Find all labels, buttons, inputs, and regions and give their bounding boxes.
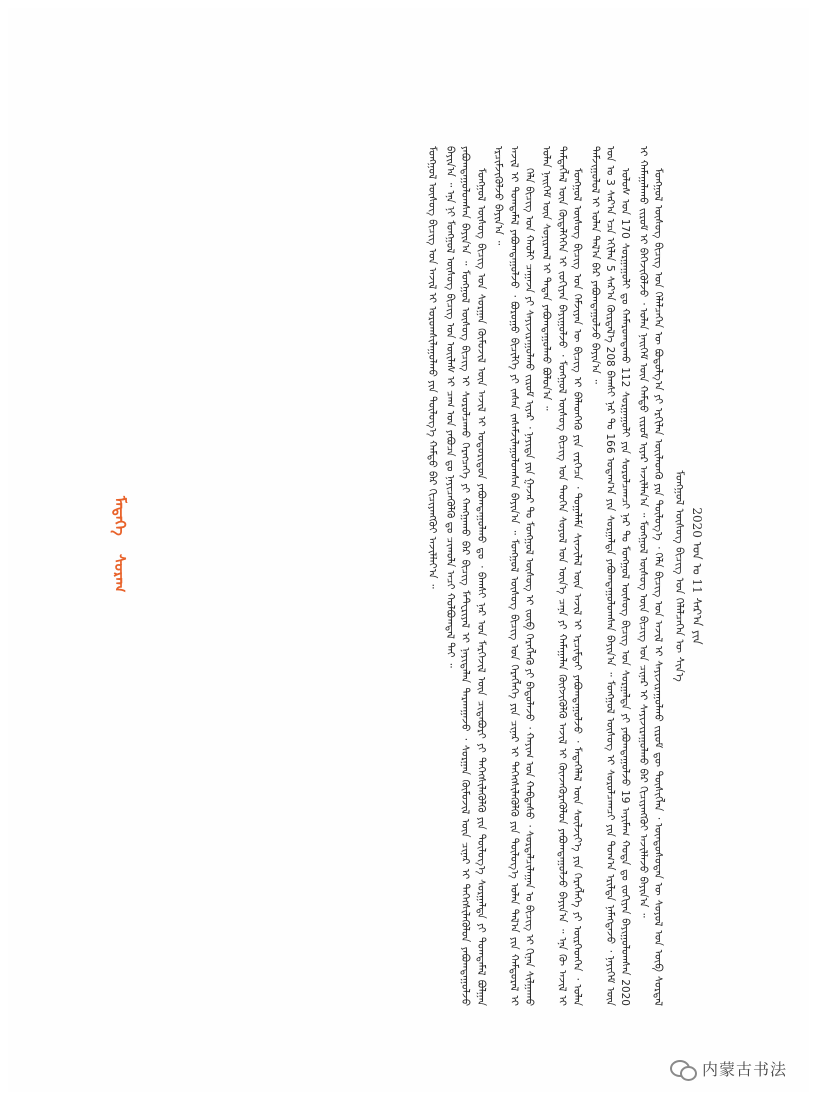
date-line: 2020 ᠣᠨ ᠤ 11 ᠰᠠᠷ᠎ᠠ ᠶᠢᠨ: [690, 507, 704, 645]
paragraph: ᠮᠣᠩᠭᠣᠯ ᠦᠰᠦᠭ ᠪᠢᠴᠢᠭ ᠤᠨ ᠬᠡᠯᠡᠯᠴᠡᠭᠡᠨ ᠦ ᠪᠣᠳᠣᠯᠭ᠎ᠠ ᠶᠢ ᠡᠷᠬᠢᠯᠡᠨ ᠦᠢᠯᠡᠳᠬᠦ ᠶᠢᠨ ᠲᠥᠯᠥᠭ᠎ᠡ ᠂ ᠬᠡᠯᠡ ᠪᠢᠴᠢᠭ ᠤᠨ ᠠᠵᠢᠯ ᠢ ᠰᠠᠶᠢᠵᠢᠷᠠᠭᠤᠯᠬᠤ ᠵᠢᠷᠤᠮ ᠳᠦ ᠲᠦᠰᠢᠭᠯᠠᠨ ᠂ ᠦᠨᠳᠦᠰᠦᠲᠡᠨ ᠦ ᠰᠣᠶᠣᠯ ᠤᠨ ᠦᠪ ᠰᠤᠷᠲᠠᠯ ᠢ ᠬᠠᠮᠠᠭᠠᠯᠠᠬᠤ ᠵᠢᠷᠤᠮ ᠢ ᠪᠡᠬᠡᠵᠢᠭᠦᠯᠵᠦ ᠂ ᠣᠯᠠᠨ ᠨᠡᠢᠭᠡᠮ ᠦᠨ ᠬᠠᠮᠲᠤ ᠵᠢᠷᠤᠮ ᠢᠶᠠᠷ ᠠᠵᠢᠯᠯᠠᠨ᠎ᠠ ᠃ ᠮᠣᠩᠭᠣᠯ ᠦᠰᠦᠭ ᠦᠨ ᠪᠢᠴᠢᠭ ᠤᠨ ᠴᠢᠨᠠᠷ ᠢ ᠰᠠᠶᠢᠵᠢᠷᠠᠭᠤᠯᠬᠤ ᠪᠡᠷ ᠬᠢᠴᠢᠶᠡᠩᠭᠦᠢ ᠠᠵᠢᠯᠯᠠᠵᠤ ᠪᠠᠶᠢᠨ᠎ᠠ ᠃: [636, 146, 665, 1006]
document-body: [148, 146, 704, 1006]
subtitle: ᠮᠣᠩᠭᠣᠯ ᠦᠰᠦᠭ ᠪᠢᠴᠢᠭ ᠤᠨ ᠬᠡᠯᠡᠯᠴᠡᠭᠡᠨ ᠦ ᠰᠢᠨ᠎ᠡ: [672, 470, 686, 682]
paragraph: ᠬᠡᠯᠡ ᠪᠢᠴᠢᠭ ᠤᠨ ᠬᠠᠤᠯᠢ ᠴᠠᠭᠠᠵᠠ ᠶᠢ ᠰᠠᠶᠢᠵᠢᠷᠠᠭᠤᠯᠬᠤ ᠵᠢᠷᠤᠮ ᠢᠶᠠᠷ ᠂ ᠨᠡᠶᠢᠲᠡ ᠶᠢᠨ ᠭᠠᠵᠠᠷ ᠲᠤ ᠮᠣᠩᠭᠣᠯ ᠦᠰᠦᠭ ᠢ ᠵᠥᠪ ᠬᠡᠷᠡᠭᠯᠡᠬᠦ ᠶᠢ ᠪᠠᠲᠤᠯᠠᠵᠤ ᠂ ᠬᠠᠶᠢᠭ ᠤᠨ ᠬᠠᠪᠲᠠᠰᠤ ᠂ ᠰᠤᠷᠲᠠᠯᠴᠢᠯᠠᠭᠠᠨ ᠤ ᠪᠢᠴᠢᠭ ᠢ ᠬᠢᠨᠠᠨ ᠰᠢᠯᠭᠠᠬᠤ ᠠᠵᠢᠯ ᠢ ᠲᠣᠭᠲᠠᠮᠠᠯ ᠶᠠᠪᠤᠭᠳᠠᠭᠤᠯᠵᠤ ᠂ ᠪᠤᠷᠤᠭᠤ ᠪᠢᠴᠢᠯᠭᠡ ᠶᠢ ᠵᠠᠰᠠᠨ ᠵᠠᠰᠠᠮᠵᠢᠯᠠᠭᠤᠯᠤᠭᠰᠠᠨ ᠪᠠᠶᠢᠨ᠎ᠠ ᠃ ᠮᠣᠩᠭᠣᠯ ᠦᠰᠦᠭ ᠪᠢᠴᠢᠭ ᠤᠨ ᠬᠡᠷᠡᠭᠯᠡᠭᠡ ᠶᠢᠨ ᠴᠢᠨᠠᠷ ᠢ ᠳᠡᠭᠡᠭᠰᠢᠯᠡᠭᠦᠯᠬᠦ ᠶᠢᠨ ᠲᠥᠯᠥᠭ᠎ᠡ ᠣᠯᠠᠨ ᠲᠠᠯ᠎ᠠ ᠶᠢᠨ ᠬᠠᠮᠲᠤᠷᠠᠯ ᠢ ᠡᠷᠴᠢᠮᠵᠢᠭᠦᠯᠵᠦ ᠪᠠᠶᠢᠨ᠎ᠠ ᠃: [492, 146, 535, 1006]
rotated-text-frame: [148, 146, 704, 1006]
paragraph: ᠤᠯᠤᠰ ᠤᠨ 170 ᠰᠤᠷᠭᠠᠭᠤᠯᠢ ᠳᠤ ᠬᠠᠮᠠᠷᠤᠭᠳᠠᠬᠤ 112 ᠰᠤᠷᠭᠠᠭᠤᠯᠢ ᠶᠢᠨ ᠰᠤᠷᠤᠯᠴᠠᠭᠴᠢ ᠨᠠᠷ ᠲᠤ ᠮᠣᠩᠭᠣᠯ ᠦᠰᠦᠭ ᠪᠢᠴᠢᠭ ᠤᠨ ᠰᠤᠷᠭᠠᠯᠲᠠ ᠶᠢ ᠶᠠᠪᠤᠭᠳᠠᠭᠤᠯᠵᠤ 19 ᠠᠶᠢᠮᠠᠭ ᠬᠣᠲᠠ ᠳᠤ ᠵᠣᠬᠢᠶᠠᠨ ᠪᠠᠶᠢᠭᠤᠯᠤᠭᠰᠠᠨ 2020 ᠣᠨ ᠤ 3 ᠰᠠᠷ᠎ᠠ ᠡᠴᠡ ᠡᠬᠢᠯᠡᠨ 5 ᠰᠠᠷ᠎ᠠ ᠬᠦᠷᠲᠡᠯ᠎ᠡ 208 ᠪᠠᠭᠰᠢ ᠨᠠᠷ ᠲᠤ 166 ᠤᠳᠠᠭ᠎ᠠ ᠶᠢᠨ ᠰᠤᠷᠭᠠᠯᠲᠠ ᠶᠠᠪᠤᠭᠳᠠᠭᠤᠯᠤᠭᠰᠠᠨ ᠪᠠᠶᠢᠨ᠎ᠠ ᠃ ᠮᠣᠩᠭᠣᠯ ᠦᠰᠦᠭ ᠢ ᠰᠤᠷᠤᠯᠴᠠᠭᠴᠢ ᠶᠢᠨ ᠲᠣᠭ᠎ᠠ ᠡᠷᠢᠯᠳᠡ ᠨᠡᠮᠡᠭᠳᠡᠵᠦ ᠂ ᠨᠡᠶᠢᠭᠡᠮ ᠦᠨ ᠳᠠᠮᠵᠢᠭᠤᠯᠤᠯ ᠢ ᠣᠯᠠᠨ ᠲᠠᠯ᠎ᠠ ᠪᠠᠷ ᠶᠠᠪᠤᠭᠳᠠᠭᠤᠯᠵᠤ ᠪᠠᠶᠢᠨ᠎ᠠ ᠃: [588, 146, 632, 1006]
closing-line: ᠮᠣᠩᠭᠣᠯ ᠦᠰᠦᠭ ᠪᠢᠴᠢᠭ ᠤᠨ ᠠᠵᠢᠯ ᠢ ᠤᠷᠤᠭᠰᠢᠯᠠᠭᠤᠯᠬᠤ ᠶᠢᠨ ᠲᠥᠯᠥᠭ᠎ᠡ ᠬᠠᠮᠲᠤ ᠪᠡᠷ ᠬᠢᠴᠢᠶᠡᠩᠭᠦᠢ ᠠᠵᠢᠯᠯᠠᠶ᠎ᠠ ᠃: [426, 146, 439, 589]
heading-word-1: ᠮᠡᠳᠡᠭᠡ: [111, 496, 129, 536]
page-sheet: [8, 8, 809, 1092]
watermark: [670, 1057, 787, 1080]
heading-word-2: ᠰᠤᠷᠠᠭ: [111, 553, 129, 593]
watermark-text: 内蒙古书法: [701, 1060, 787, 1079]
paragraph: ᠮᠣᠩᠭᠣᠯ ᠦᠰᠦᠭ ᠪᠢᠴᠢᠭ ᠤᠨ ᠰᠤᠷᠭᠠᠨ ᠬᠦᠮᠦᠵᠢᠯ ᠦᠨ ᠠᠵᠢᠯ ᠢ ᠤᠳᠤᠷᠢᠳᠤᠨ ᠶᠠᠪᠤᠭᠳᠠᠭᠤᠯᠬᠤ ᠳᠤ ᠂ ᠪᠠᠭᠰᠢ ᠨᠠᠷ ᠤᠨ ᠮᠡᠷᠭᠡᠵᠢᠯ ᠦᠨ ᠴᠢᠳᠠᠪᠤᠷᠢ ᠶᠢ ᠳᠡᠭᠡᠭᠰᠢᠯᠡᠭᠦᠯᠬᠦ ᠶᠢᠨ ᠲᠥᠯᠥᠭ᠎ᠡ ᠰᠤᠷᠭᠠᠯᠲᠠ ᠶᠢ ᠲᠣᠭᠲᠠᠮᠠᠯ ᠪᠣᠯᠭᠠᠨ ᠶᠠᠪᠤᠭᠳᠠᠭᠤᠯᠤᠭᠰᠠᠨ ᠪᠠᠶᠢᠨ᠎ᠠ ᠃ ᠮᠣᠩᠭᠣᠯ ᠦᠰᠦᠭ ᠪᠢᠴᠢᠭ ᠢ ᠰᠤᠷᠤᠯᠴᠠᠬᠤ ᠬᠡᠷᠡᠭᠴᠡᠭᠡ ᠶᠢ ᠬᠠᠩᠭᠠᠬᠤ ᠪᠠᠷ ᠪᠢᠴᠢᠭ ᠮᠠᠲ᠋ᠧᠷᠢᠶᠠᠯ ᠢ ᠨᠡᠶᠢᠲᠡᠯᠡᠨ ᠲᠠᠷᠬᠠᠭᠠᠵᠤ ᠂ ᠰᠤᠷᠭᠠᠨ ᠬᠦᠮᠦᠵᠢᠯ ᠦᠨ ᠴᠢᠨᠠᠷ ᠢ ᠳᠡᠭᠡᠭᠰᠢᠯᠡᠭᠦᠯᠦᠨ ᠶᠠᠪᠤᠭᠳᠠᠭᠤᠯᠵᠤ ᠪᠠᠶᠢᠨ᠎ᠠ ᠃ ᠡᠨᠡ ᠨᠢ ᠮᠣᠩᠭᠣᠯ ᠦᠰᠦᠭ ᠪᠢᠴᠢᠭ ᠤᠨ ᠦᠢᠯᠡᠰ ᠢ ᠴᠠᠭ ᠤᠨ ᠶᠠᠪᠤᠴᠠ ᠳᠤ ᠨᠡᠶᠢᠴᠡᠭᠦᠯᠬᠦ ᠳᠤ ᠴᠢᠬᠤᠯᠠ ᠠᠴᠢ ᠬᠣᠯᠪᠣᠭᠳᠠᠯ ᠲᠠᠢ ᠃: [443, 146, 487, 1006]
paragraph: ᠮᠣᠩᠭᠣᠯ ᠦᠰᠦᠭ ᠪᠢᠴᠢᠭ ᠤᠨ ᠬᠡᠮᠵᠢᠶᠡᠨ ᠦ ᠪᠢᠴᠢᠭ ᠢ ᠪᠡᠯᠡᠳᠬᠡᠬᠦ ᠶᠢᠨ ᠵᠡᠷᠭᠡᠴᠡ ᠂ ᠲᠣᠭᠠᠯᠠᠮᠠ ᠰᠢᠨᠵᠢᠯᠡᠯ ᠦᠨ ᠠᠵᠢᠯ ᠢ ᠡᠷᠴᠢᠮᠲᠡᠢ ᠶᠠᠪᠤᠭᠳᠠᠭᠤᠯᠵᠤ ᠂ ᠮᠡᠳᠡᠭᠡᠯᠡᠯ ᠦᠨ ᠰᠦᠯᠵᠢᠶ᠎ᠡ ᠶᠢᠨ ᠬᠡᠷᠡᠭᠯᠡᠭᠡ ᠶᠢ ᠥᠷᠭᠡᠳᠬᠡᠨ ᠂ ᠣᠯᠠᠨ ᠲᠡᠮᠳᠡᠭᠯᠡᠯ ᠦᠨ ᠬᠦᠳᠡᠯᠭᠡᠭᠡᠨ ᠢ ᠵᠣᠬᠢᠶᠠᠨ ᠪᠠᠶᠢᠭᠤᠯᠵᠤ ᠂ ᠮᠣᠩᠭᠣᠯ ᠦᠰᠦᠭ ᠪᠢᠴᠢᠭ ᠤᠨ ᠲᠡᠦᠬᠡᠨ ᠰᠣᠶᠣᠯ ᠤᠨ ᠦᠨ᠎ᠡ ᠴᠡᠨᠡ ᠶᠢ ᠬᠠᠮᠠᠭᠠᠯᠠᠨ ᠬᠥᠭᠵᠢᠭᠦᠯᠬᠦ ᠠᠵᠢᠯ ᠢ ᠭᠦᠨᠵᠡᠭᠦᠷᠡᠭᠦᠯᠦᠨ ᠶᠠᠪᠤᠭᠳᠠᠭᠤᠯᠵᠤ ᠪᠠᠶᠢᠨ᠎ᠠ ᠃ ᠡᠨᠡ ᠬᠦ ᠠᠵᠢᠯ ᠢ ᠣᠯᠠᠨ ᠨᠡᠢᠭᠡᠮ ᠦᠨ ᠰᠣᠨᠢᠷᠬᠠᠯ ᠢ ᠲᠠᠲᠠᠨ ᠶᠠᠪᠤᠭᠳᠠᠭᠤᠯᠬᠤ ᠪᠣᠯᠤᠨ᠎ᠠ ᠃: [540, 146, 584, 1006]
wechat-icon: [670, 1058, 696, 1080]
vertical-heading: [110, 496, 130, 636]
